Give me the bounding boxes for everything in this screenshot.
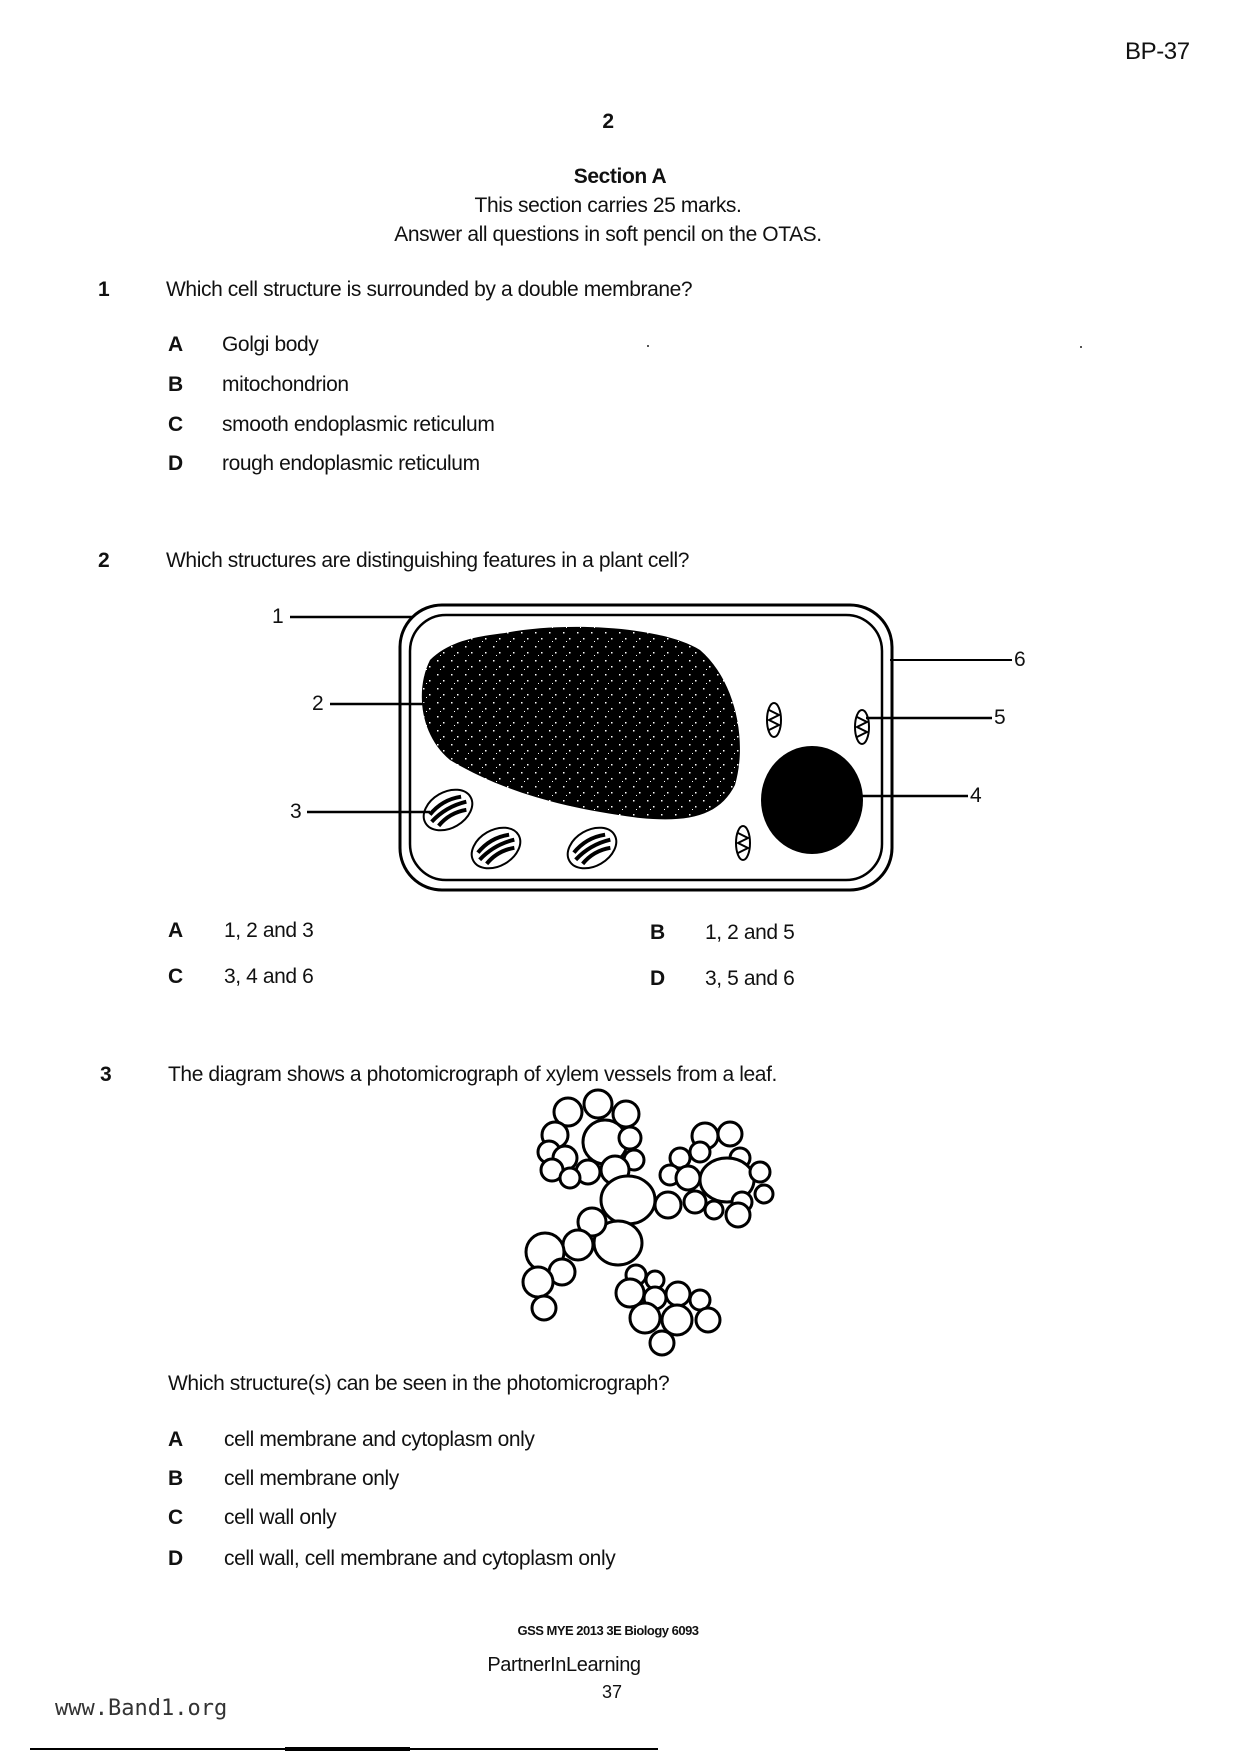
- mitochondrion: [736, 826, 750, 860]
- section-title: Section A: [573, 165, 667, 188]
- chloroplast: [416, 781, 479, 838]
- website-watermark: www.Band1.org: [55, 1696, 228, 1721]
- nucleus: [761, 746, 863, 854]
- document-code: BP-37: [1125, 38, 1190, 65]
- section-marks: This section carries 25 marks.: [474, 194, 742, 217]
- option-letter: D: [168, 452, 183, 475]
- vacuole: [422, 627, 740, 819]
- option-text: cell membrane only: [224, 1467, 399, 1490]
- scan-speck: [647, 345, 649, 347]
- mitochondrion: [767, 703, 781, 737]
- option-text: rough endoplasmic reticulum: [222, 452, 480, 475]
- option-text: 1, 2 and 5: [705, 921, 795, 944]
- diagram-label-2: 2: [312, 692, 324, 715]
- footer-page-number: 37: [601, 1682, 623, 1702]
- option-letter: C: [168, 965, 183, 988]
- chloroplast: [560, 819, 623, 876]
- option-letter: B: [168, 373, 183, 396]
- cell-membrane: [410, 615, 882, 880]
- option-letter: B: [168, 1467, 183, 1490]
- chloroplast: [464, 819, 527, 876]
- cell-wall: [400, 605, 892, 890]
- option-text: mitochondrion: [222, 373, 349, 396]
- diagram-label-4: 4: [970, 784, 982, 807]
- diagram-label-6: 6: [1014, 648, 1026, 671]
- option-text: 1, 2 and 3: [224, 919, 314, 942]
- partner-text: PartnerInLearning: [487, 1654, 641, 1676]
- option-text: cell wall only: [224, 1506, 337, 1529]
- option-letter: A: [168, 919, 183, 942]
- option-letter: B: [650, 921, 665, 944]
- option-letter: D: [168, 1547, 183, 1570]
- section-instructions: Answer all questions in soft pencil on the OTAS.: [394, 223, 822, 246]
- option-text: 3, 4 and 6: [224, 965, 314, 988]
- diagram-label-1: 1: [272, 605, 284, 628]
- question-prompt: Which structure(s) can be seen in the photomicrograph?: [168, 1372, 670, 1395]
- option-text: smooth endoplasmic reticulum: [222, 413, 495, 436]
- question-text: The diagram shows a photomicrograph of xylem vessels from a leaf.: [168, 1063, 777, 1086]
- option-letter: C: [168, 413, 183, 436]
- question-text: Which structures are distinguishing features in a plant cell?: [166, 549, 690, 572]
- option-letter: C: [168, 1506, 183, 1529]
- question-number: 2: [98, 549, 110, 572]
- option-text: Golgi body: [222, 333, 319, 356]
- page-number: 2: [602, 110, 614, 133]
- footer-rule-thick: [285, 1747, 410, 1751]
- question-text: Which cell structure is surrounded by a double membrane?: [166, 278, 693, 301]
- mitochondrion: [855, 710, 869, 744]
- diagram-label-5: 5: [994, 706, 1006, 729]
- diagram-label-3: 3: [290, 800, 302, 823]
- paper-code: GSS MYE 2013 3E Biology 6093: [517, 1623, 699, 1638]
- option-letter: A: [168, 333, 183, 356]
- option-letter: A: [168, 1428, 183, 1451]
- option-text: cell wall, cell membrane and cytoplasm only: [224, 1547, 616, 1570]
- question-number: 3: [100, 1063, 112, 1086]
- question-number: 1: [98, 278, 110, 301]
- option-letter: D: [650, 967, 665, 990]
- scan-speck: [1080, 346, 1082, 348]
- option-text: 3, 5 and 6: [705, 967, 795, 990]
- option-text: cell membrane and cytoplasm only: [224, 1428, 535, 1451]
